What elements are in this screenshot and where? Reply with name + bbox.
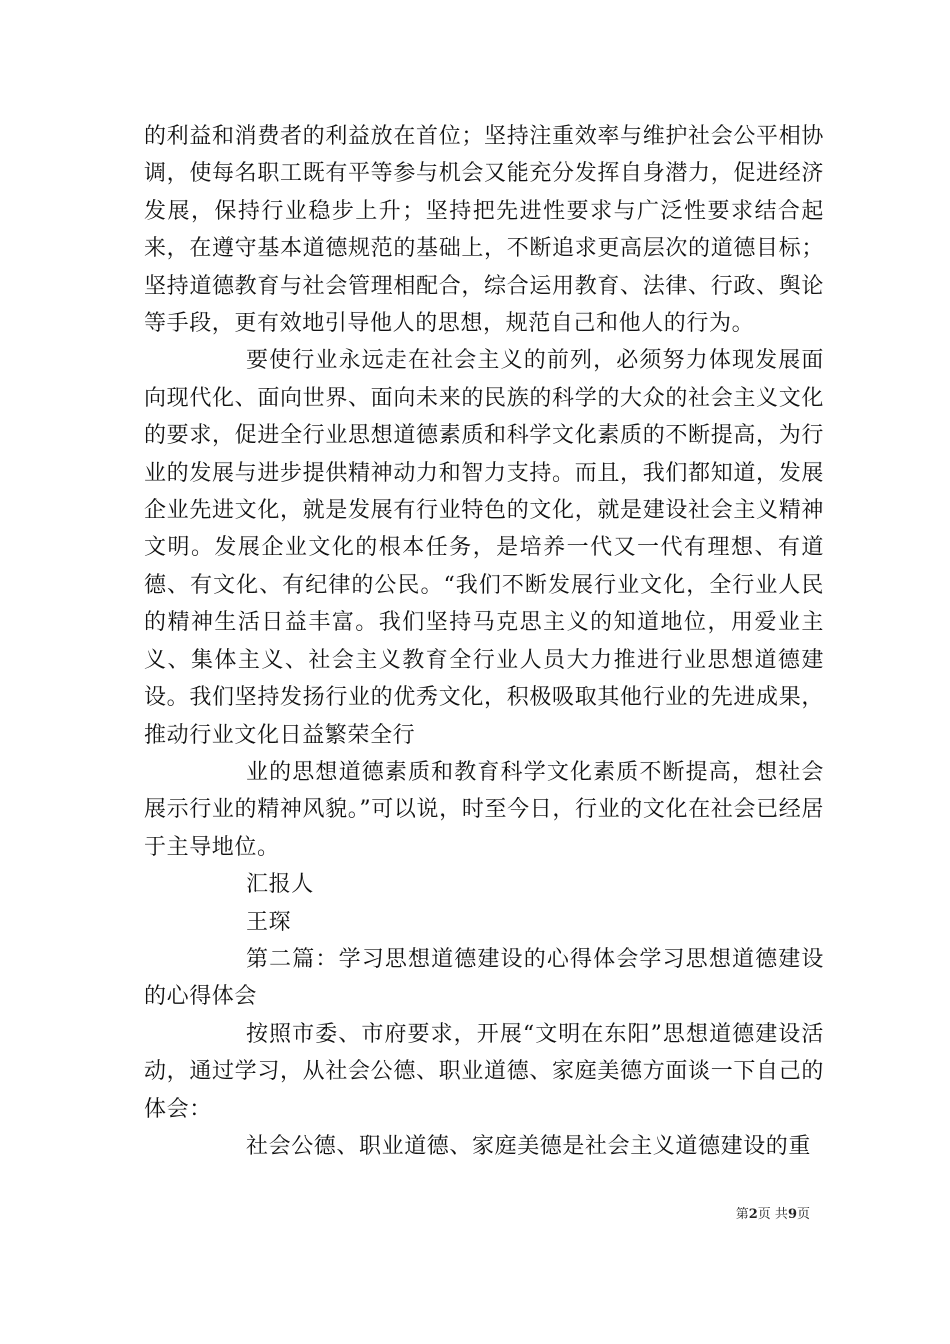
page-number-footer: [660, 1203, 810, 1222]
footer-suffix: 页: [796, 1207, 810, 1222]
paragraph-8: 社会公德、职业道德、家庭美德是社会主义道德建设的重: [246, 1133, 812, 1159]
footer-current-page: 2: [748, 1207, 758, 1222]
footer-prefix: 第: [735, 1207, 749, 1222]
footer-middle: 页 共: [757, 1207, 788, 1222]
paragraph-2: 要使行业永远走在社会主义的前列，必须努力体现发展面向现代化、面向世界、面向未来的民族的科学的大众的社会主义文化的要求，促进全行业思想道德素质和科学文化素质的不断提高，为行业的发展与进步提供精神动力和智力支持。而且，我们都知道，发展企业先进文化，就是发展有行业特色的文化，就是建设社会主义精神文明。发展企业文化的根本任务，是培养一代又一代有理想、有道德、有文化、有纪律的公民。“我们不断发展行业文化，全行业人民的精神生活日益丰富。我们坚持马克思主义的知道地位，用爱业主义、集体主义、社会主义教育全行业人员大力推进行业思想道德建设。我们坚持发扬行业的优秀文化，积极吸取其他行业的先进成果，推动行业文化日益繁荣全行: [144, 348, 824, 748]
document-body: [144, 118, 824, 1165]
section-heading: 第二篇：学习思想道德建设的心得体会学习思想道德建设的心得体会: [144, 946, 824, 1010]
paragraph-7: 按照市委、市府要求，开展“文明在东阳”思想道德建设活动，通过学习，从社会公德、职业道德、家庭美德方面谈一下自己的体会：: [144, 1021, 824, 1122]
reporter-label: 汇报人: [246, 872, 314, 898]
paragraph-3: 业的思想道德素质和教育科学文化素质不断提高，想社会展示行业的精神风貌。”可以说，时至今日，行业的文化在社会已经居于主导地位。: [144, 759, 824, 860]
reporter-name: 王琛: [246, 909, 292, 935]
paragraph-1: 的利益和消费者的利益放在首位；坚持注重效率与维护社会公平相协调，使每名职工既有平等参与机会又能充分发挥自身潜力，促进经济发展，保持行业稳步上升；坚持把先进性要求与广泛性要求结合起来，在遵守基本道德规范的基础上，不断追求更高层次的道德目标；坚持道德教育与社会管理相配合，综合运用教育、法律、行政、舆论等手段，更有效地引导他人的思想，规范自己和他人的行为。: [144, 124, 824, 337]
footer-total-pages: 9: [787, 1207, 797, 1222]
